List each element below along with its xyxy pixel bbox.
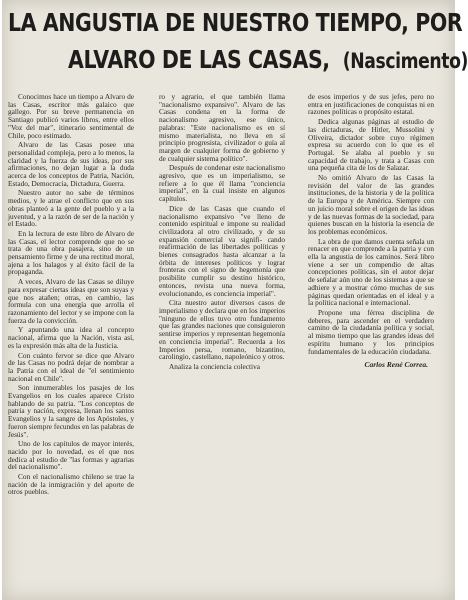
newspaper-clipping — [2, 0, 468, 600]
headline-publisher: (Nascimento) — [342, 49, 468, 73]
paragraph: ro y agrario, el que también llama "nacionalismo expansivo". Alvaro de las Casas condena en la forma de nacionalismo agresivo, ese único, palabras: "Este nacionalismo es en sí mismo materialista, no lleva en sí principio progresista, civilizador o guía al margen de cualquier forma de gobierno y de cualquier sistema político". — [159, 92, 285, 163]
paragraph: A veces, Alvaro de las Casas se diluye para expresar ciertas ideas que son suyas y que nos atañen; otras, en cambio, las formula con una energía que arrolla el razonamiento del lector y se impone con la fuerza de la convicción. — [8, 277, 134, 325]
article-column-3 — [308, 93, 434, 598]
paragraph: Conocimos hace un tiempo a Alvaro de las Casas, escritor más galaico que gallego. Por su breve permanencia en Santiago publicó varios libros, entre ellos "Voz del mar", itinerario sentimental de Chile, poco estimado. — [8, 92, 134, 140]
paragraph: Dedica algunas páginas al estudio de las dictaduras, de Hitler, Mussolini y Oliveira, dictador sobre cuyo régimen expresa su acuerdo con lo que es el Portugal. Se alaba al pueblo y su capacidad de trabajo, y trata a Casas con una pequeña cita de los de Salazar. — [308, 117, 434, 173]
paragraph: No omitió Alvaro de las Casas la revisión del valor de las grandes instituciones, de la historia y de la política de la Europa y de América. Siempre con un juicio moral sobre el origen de las ideas y de las nuevas formas de la sociedad, para quienes buscan en la historia la esencia de los problemas económicos. — [308, 173, 434, 236]
paragraph: Con cuánto fervor se dice que Alvaro de las Casas no podrá dejar de nombrar a la Patria con el ideal de "el sentimiento nacional en Chile". — [8, 350, 134, 383]
headline-line-1: LA ANGUSTIA DE NUESTRO TIEMPO, POR — [8, 8, 463, 37]
paragraph: Son innumerables los pasajes de los Evangelios en los cuales aparece Cristo hablando de su patria. "Los conceptos de patria y nación, expresa, llenan los santos Evangelios y la sangre de los Apóstoles, y fueron siempre fecundos en las palabras de Jesús". — [8, 383, 134, 439]
paragraph: Con el nacionalismo chileno se trae la nación de la inmigración y del aporte de otros pueblos. — [8, 472, 134, 497]
paragraph: Propone una férrea disciplina de deberes, para ascender en el verdadero camino de la ciudadanía política y social, al mismo tiempo que las grandes ideas del espíritu humano y los principios fundamentales de la educación ciudadana. — [308, 307, 434, 356]
paragraph: Analiza la conciencia colectiva — [169, 361, 260, 371]
paragraph: Y apuntando una idea al concepto nacional, afirma que la Nación, vista así, es la expresión más alta de la Justicia. — [8, 325, 134, 350]
article-column-1 — [8, 93, 134, 598]
article-column-2 — [159, 93, 285, 598]
paragraph: La obra de que damos cuenta señala un renacer en que comprende a la patria y con ella la angustia de los caminos. Será libro viene a ser un compendio de altas concepciones políticas, sin el autor dejar de señalar aún uno de los sistemas a que se adhiere y a mostrar cómo muchas de sus páginas quedan orientadas en el ideal y a la política nacional e internacional. — [308, 236, 434, 308]
headline-author: ALVARO DE LAS CASAS, — [68, 45, 330, 74]
author-signature: Carlos René Correa. — [364, 360, 428, 370]
paragraph: Dice de las Casas que cuando el nacionalismo expansivo "ve lleno de contenido espiritual e impone su realidad civilizadora al otro civilizado, y de su expansión comercial va signifi- cando reafirmación de las libertades políticas y bienes consagrados hasta alcanzar a la órbita de intereses políticos y lograr fronteras con el signo de hegemonía que posibilite cumplir su destino histórico, entonces, revista una nueva forma, evolucionando, es conciencia imperial". — [159, 203, 285, 298]
paragraph: En la lectura de este libro de Alvaro de las Casas, el lector comprende que no se trata de una obra pasajera, sino de un pensamiento firme y de una rectitud moral, ajena a los halagos y al éxito fácil de la propaganda. — [8, 228, 134, 277]
headline-line-2 — [68, 45, 468, 74]
paragraph: Alvaro de las Casas posee una personalidad compleja, pero a lo menos, la claridad y la fuerza de sus ideas, por sus afirmaciones, no dejan lugar a la duda acerca de los conceptos de Patria, Nación, Estado, Democracia, Dictadura, Guerra. — [8, 140, 134, 188]
paragraph: Después de condenar este nacionalismo agresivo, que es un imperialismo, se refiere a lo que él llama "conciencia imperial", en la cual insiste en algunos capítulos. — [159, 163, 285, 204]
paragraph: Uno de los capítulos de mayor interés, nacido por lo novedad, es el que nos dedica al estudio de "las formas y agrarias del nacionalismo". — [8, 439, 134, 472]
paragraph: de esos imperios y de sus jefes, pero no entra en justificaciones de conquistas ni en razones políticas o propósito estatal. — [308, 92, 434, 117]
paragraph: Nuestro autor no sabe de términos medios, y le atrae el conflicto que en sus obras planteó a la gente del pueblo y a la juventud, y a la razón de ser de la nación y el Estado. — [8, 188, 134, 229]
paragraph: Cita nuestro autor diversos casos de imperialismo y declara que en los imperios "ninguno de ellos tuvo otro fundamento que las grandes naciones que consiguieron sentirse imperios y representan hegemonía en conciencia imperial". Recuerda a los Imperios persa, romano, bizantino, carolingio, castellano, napoleónico y otros. — [159, 298, 285, 362]
